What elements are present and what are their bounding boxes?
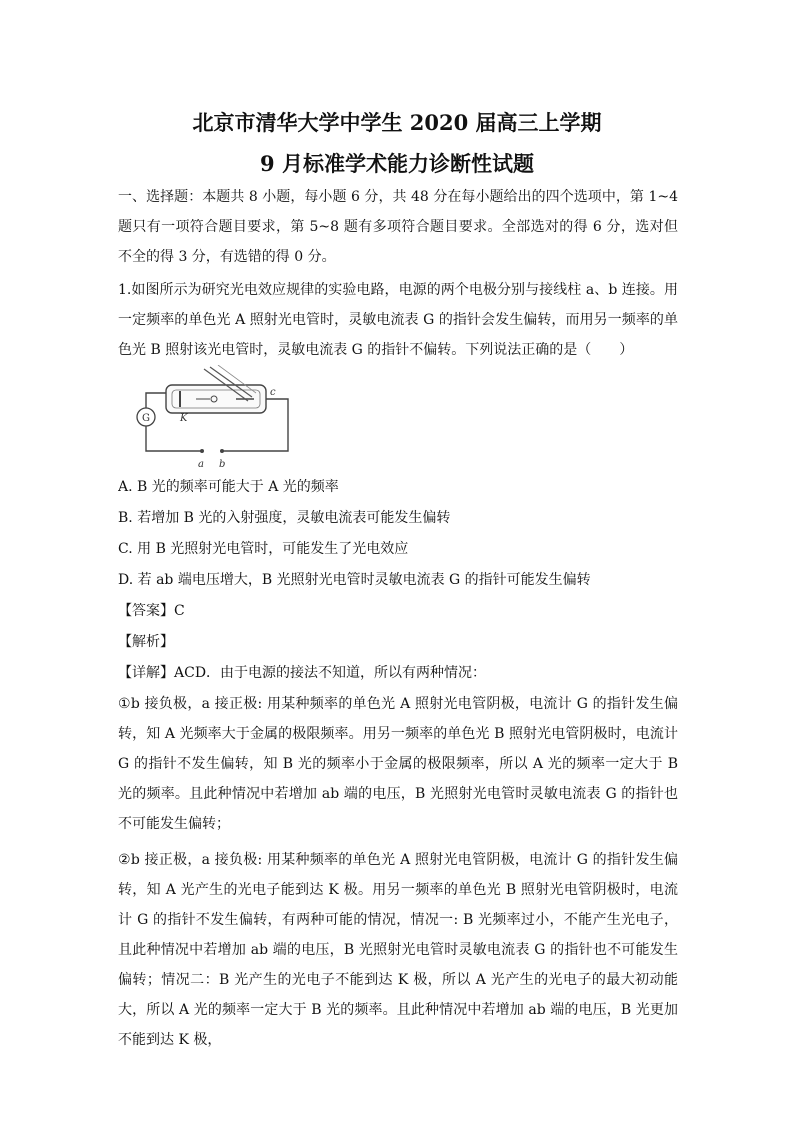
terminal-c-label: c [270,387,276,398]
option-d: D. 若 ab 端电压增大，B 光照射光电管时灵敏电流表 G 的指针可能发生偏转 [118,572,591,588]
title-line-1: 北京市清华大学中学生 2020 届高三上学期 [192,110,602,135]
answer: 【答案】C [118,603,185,619]
galvanometer-label: G [142,413,150,424]
option-c: C. 用 B 光照射光电管时，可能发生了光电效应 [118,541,409,557]
case-1-paragraph: ①b 接负极，a 接正极: 用某种频率的单色光 A 照射光电管阴极，电流计 G 的指针发生偏转，知 A 光频率大于金属的极限频率。用另一频率的单色光 B 照射光电管阴极时，电流计 G 的指针不发生偏转，知 B 光的频率小于金属的极限频率，所以 A 光的频率一定大于 B 光的频率。且此种情况中若增加 ab 端的电压，B 光照射光电管时灵敏电流表 G 的指针也不可能发生偏转； [118,696,678,832]
question-1: 1.如图所示为研究光电效应规律的实验电路，电源的两个电极分别与接线柱 a、b 连接。用一定频率的单色光 A 照射光电管时，灵敏电流表 G 的指针会发生偏转，而用另一频率的单色光 B 照射该光电管时，灵敏电流表 G 的指针不偏转。下列说法正确的是（ ） [118,282,678,358]
detail-intro: 【详解】ACD．由于电源的接法不知道，所以有两种情况： [118,665,487,681]
circuit-diagram [118,365,318,477]
cathode-label: K [180,413,188,424]
case-2-paragraph: ②b 接正极，a 接负极: 用某种频率的单色光 A 照射光电管阴极，电流计 G 的指针发生偏转，知 A 光产生的光电子能到达 K 极。用另一频率的单色光 B 照射光电管阴极时，电流计 G 的指针不发生偏转，有两种可能的情况，情况一: B 光频率过小，不能产生光电子，且此种情况中若增加 ab 端的电压，B 光照射光电管时灵敏电流表 G 的指针也不可能发生偏转；情况二：B 光产生的光电子不能到达 K 极，所以 A 光产生的光电子的最大初动能大，所以 A 光的频率一定大于 B 光的频率。且此种情况中若增加 ab 端的电压，B 光更加不能到达 K 极， [118,852,678,1048]
section-intro: 一、选择题：本题共 8 小题，每小题 6 分，共 48 分在每小题给出的四个选项中，第 1~4 题只有一项符合题目要求，第 5~8 题有多项符合题目要求。全部选对的得 6 分，选对但不全的得 3 分，有选错的得 0 分。 [118,189,678,265]
analysis-heading: 【解析】 [118,634,174,650]
option-b: B. 若增加 B 光的入射强度，灵敏电流表可能发生偏转 [118,510,451,526]
terminal-a-label: a [198,459,204,470]
title-line-2: 9 月标准学术能力诊断性试题 [260,151,534,176]
terminal-b-label: b [219,459,226,470]
option-a: A. B 光的频率可能大于 A 光的频率 [118,479,339,495]
